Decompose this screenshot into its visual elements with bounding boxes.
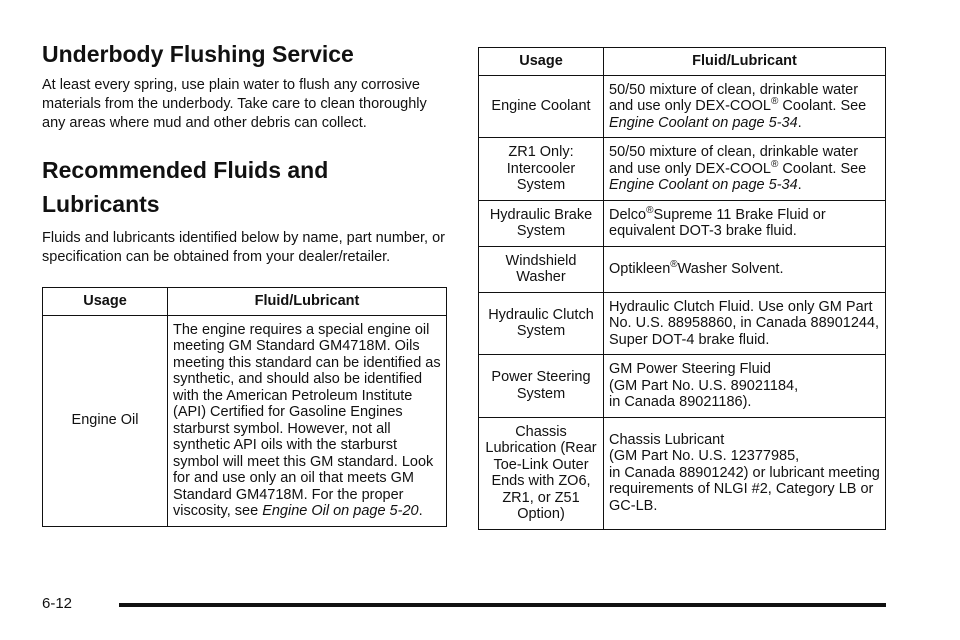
usage-cell: Hydraulic Brake System	[479, 200, 604, 246]
heading-line-2: Lubricants	[42, 191, 160, 217]
table-row	[479, 355, 886, 418]
fluid-text: Optikleen	[609, 260, 671, 277]
table-row	[479, 75, 886, 138]
page-number: 6-12	[42, 595, 73, 612]
usage-line: ZR1 Only:	[508, 144, 574, 160]
right-column	[478, 47, 886, 530]
header-usage: Usage	[479, 48, 604, 76]
heading-underbody-flushing: Underbody Flushing Service	[42, 41, 354, 67]
fluid-text: 50/50 mixture of clean, drinkable water and use only DEX-COOL	[609, 81, 859, 114]
heading-line-1: Recommended Fluids and	[42, 157, 329, 183]
fluid-line: GM Power Steering Fluid	[609, 361, 771, 377]
cross-reference: Engine Coolant on page 5-34	[609, 114, 798, 131]
usage-line: Intercooler	[506, 160, 576, 177]
fluid-cell	[168, 315, 447, 526]
fluid-line: in Canada 88901242) or lubricant meeting requirements of NLGI #2, Category LB or GC-LB.	[609, 464, 880, 514]
usage-line: System	[516, 177, 566, 193]
header-usage: Usage	[43, 288, 168, 316]
fluid-cell: Hydraulic Clutch Fluid. Use only GM Part No. U.S. 88958860, in Canada 88901244, Super DOT-4 brake fluid.	[604, 292, 886, 355]
table-row	[479, 417, 886, 529]
fluids-paragraph: Fluids and lubricants identified below by name, part number, or specification can be obtained from your dealer/retailer.	[42, 230, 445, 265]
registered-mark: ®	[771, 158, 779, 170]
fluid-text: Supreme 11 Brake Fluid or equivalent DOT-3 brake fluid.	[609, 206, 826, 239]
registered-mark: ®	[646, 204, 654, 216]
fluid-text: Coolant. See	[778, 160, 867, 177]
table-row	[43, 315, 447, 526]
fluid-line: (GM Part No. U.S. 89021184,	[609, 377, 799, 394]
fluid-text: Coolant. See	[778, 98, 867, 114]
usage-cell: Engine Oil	[43, 315, 168, 526]
registered-mark: ®	[771, 96, 779, 107]
fluids-table	[478, 47, 886, 530]
table-header-row	[479, 48, 886, 76]
fluid-end: .	[797, 177, 802, 193]
fluid-text: The engine requires a special engine oil meeting GM Standard GM4718M. Oils meeting this standard can be identified as synthetic, and should also be identified with the American Petroleum Institute (API) Certified for Gasoline Engines starburst symbol. However, not all synthetic API oils with the starburst symbol will meet this GM standard. Look for and use only an oil that meets GM Standard GM4718M. For the proper viscosity, see	[173, 321, 441, 519]
underbody-paragraph: At least every spring, use plain water to flush any corrosive materials from the underbody. Take care to clean thoroughly any areas where mud and other debris can collect.	[42, 77, 427, 131]
usage-cell	[479, 138, 604, 201]
table-row	[479, 292, 886, 355]
fluid-cell	[604, 355, 886, 418]
fluid-end: .	[797, 114, 802, 131]
cross-reference: Engine Oil on page 5-20	[262, 503, 419, 519]
fluid-line: in Canada 89021186).	[609, 394, 752, 410]
table-row	[479, 200, 886, 246]
footer-rule	[119, 603, 886, 607]
left-column	[42, 40, 447, 527]
table-row	[479, 138, 886, 201]
fluid-text: Washer Solvent.	[677, 260, 784, 277]
fluid-line: Chassis Lubricant	[609, 431, 725, 448]
usage-cell: Power Steering System	[479, 355, 604, 418]
fluid-cell	[604, 200, 886, 246]
fluid-text: 50/50 mixture of clean, drinkable water and use only DEX-COOL	[609, 144, 859, 177]
fluid-end: .	[418, 503, 423, 519]
fluid-cell	[604, 75, 886, 138]
usage-cell: Chassis Lubrication (Rear Toe-Link Outer Ends with ZO6, ZR1, or Z51 Option)	[479, 417, 604, 529]
engine-oil-table	[42, 287, 447, 527]
fluid-cell	[604, 417, 886, 529]
usage-cell: Hydraulic Clutch System	[479, 292, 604, 355]
heading-recommended-fluids	[42, 153, 447, 221]
table-header-row	[43, 288, 447, 316]
header-fluid: Fluid/Lubricant	[168, 288, 447, 316]
fluid-line: (GM Part No. U.S. 12377985,	[609, 448, 800, 465]
usage-cell: Windshield Washer	[479, 246, 604, 292]
registered-mark: ®	[670, 258, 678, 270]
usage-cell: Engine Coolant	[479, 75, 604, 138]
header-fluid: Fluid/Lubricant	[604, 48, 886, 76]
fluid-cell	[604, 246, 886, 292]
fluid-cell	[604, 138, 886, 201]
table-row	[479, 246, 886, 292]
fluid-text: Delco	[609, 206, 647, 223]
cross-reference: Engine Coolant on page 5-34	[609, 177, 798, 193]
